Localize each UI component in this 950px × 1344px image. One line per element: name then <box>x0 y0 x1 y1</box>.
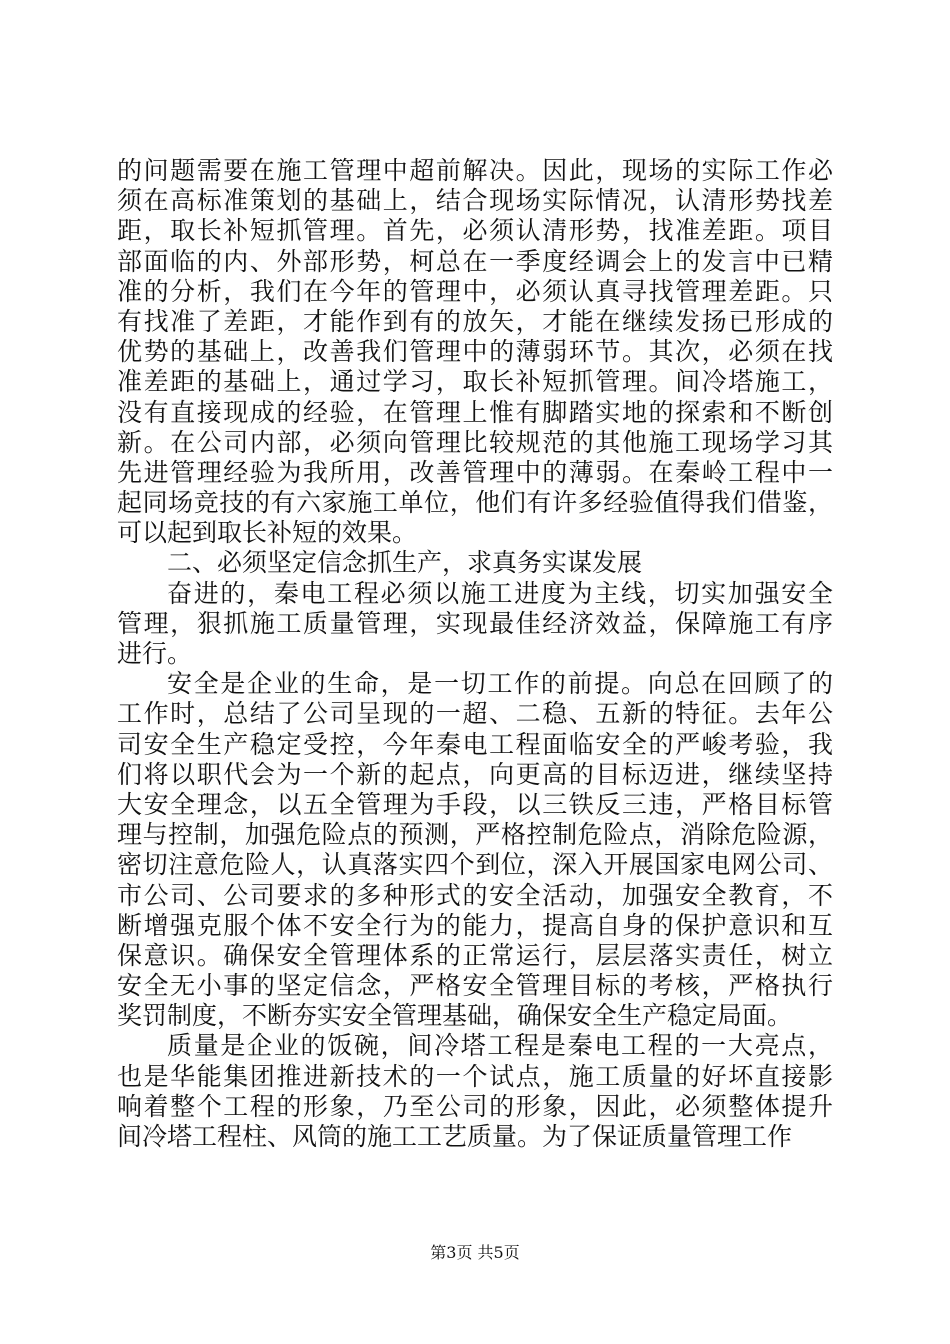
text-line: 距，取长补短抓管理。首先，必须认清形势，找准差距。项目 <box>117 216 833 246</box>
text-line: 准的分析，我们在今年的管理中，必须认真寻找管理差距。只 <box>117 276 833 306</box>
page-number: 第3页 共5页 <box>430 1243 520 1262</box>
text-line: 也是华能集团推进新技术的一个试点，施工质量的好坏直接影 <box>117 1061 833 1091</box>
text-line: 们将以职代会为一个新的起点，向更高的目标迈进，继续坚持 <box>117 759 833 789</box>
text-line: 新。在公司内部，必须向管理比较规范的其他施工现场学习其 <box>117 427 833 457</box>
text-line: 管理，狠抓施工质量管理，实现最佳经济效益，保障施工有序 <box>117 608 833 638</box>
text-line: 断增强克服个体不安全行为的能力，提高自身的保护意识和互 <box>117 910 833 940</box>
text-line: 有找准了差距，才能作到有的放矢，才能在继续发扬已形成的 <box>117 306 833 336</box>
text-line: 须在高标准策划的基础上，结合现场实际情况，认清形势找差 <box>117 186 833 216</box>
text-line: 大安全理念，以五全管理为手段，以三铁反三违，严格目标管 <box>117 789 833 819</box>
paragraph <box>117 669 833 1031</box>
text-line: 密切注意危险人，认真落实四个到位，深入开展国家电网公司、 <box>117 850 833 880</box>
paragraph <box>117 579 833 670</box>
text-line: 司安全生产稳定受控，今年秦电工程面临安全的严峻考验，我 <box>117 729 833 759</box>
text-line: 先进管理经验为我所用，改善管理中的薄弱。在秦岭工程中一 <box>117 457 833 487</box>
text-line: 市公司、公司要求的多种形式的安全活动，加强安全教育，不 <box>117 880 833 910</box>
text-line: 质量是企业的饭碗，间冷塔工程是秦电工程的一大亮点， <box>167 1031 833 1061</box>
text-line: 工作时，总结了公司呈现的一超、二稳、五新的特征。去年公 <box>117 699 833 729</box>
text-line: 奋进的，秦电工程必须以施工进度为主线，切实加强安全 <box>167 578 833 608</box>
text-line: 部面临的内、外部形势，柯总在一季度经调会上的发言中已精 <box>117 246 833 276</box>
paragraph <box>117 548 833 578</box>
page-footer <box>0 1243 950 1263</box>
text-line: 起同场竞技的有六家施工单位，他们有许多经验值得我们借鉴， <box>117 488 833 518</box>
paragraph <box>117 1031 833 1152</box>
text-line: 理与控制，加强危险点的预测，严格控制危险点，消除危险源， <box>117 820 833 850</box>
text-line: 响着整个工程的形象，乃至公司的形象，因此，必须整体提升 <box>117 1091 833 1121</box>
text-line: 的问题需要在施工管理中超前解决。因此，现场的实际工作必 <box>117 156 833 185</box>
text-line: 安全是企业的生命，是一切工作的前提。向总在回顾了的 <box>167 669 833 699</box>
paragraph <box>117 156 833 548</box>
text-line: 没有直接现成的经验，在管理上惟有脚踏实地的探索和不断创 <box>117 397 833 427</box>
text-line: 安全无小事的坚定信念，严格安全管理目标的考核，严格执行 <box>117 971 833 1001</box>
text-line: 二、必须坚定信念抓生产，求真务实谋发展 <box>167 548 643 578</box>
text-line: 间冷塔工程柱、风筒的施工工艺质量。为了保证质量管理工作 <box>117 1122 793 1151</box>
text-line: 奖罚制度，不断夯实安全管理基础，确保安全生产稳定局面。 <box>117 1001 793 1031</box>
document-body <box>117 156 833 1152</box>
text-line: 保意识。确保安全管理体系的正常运行，层层落实责任，树立 <box>117 940 833 970</box>
text-line: 可以起到取长补短的效果。 <box>117 518 418 548</box>
text-line: 优势的基础上，改善我们管理中的薄弱环节。其次，必须在找 <box>117 337 833 367</box>
text-line: 进行。 <box>117 639 193 668</box>
text-line: 准差距的基础上，通过学习，取长补短抓管理。间冷塔施工， <box>117 367 833 397</box>
